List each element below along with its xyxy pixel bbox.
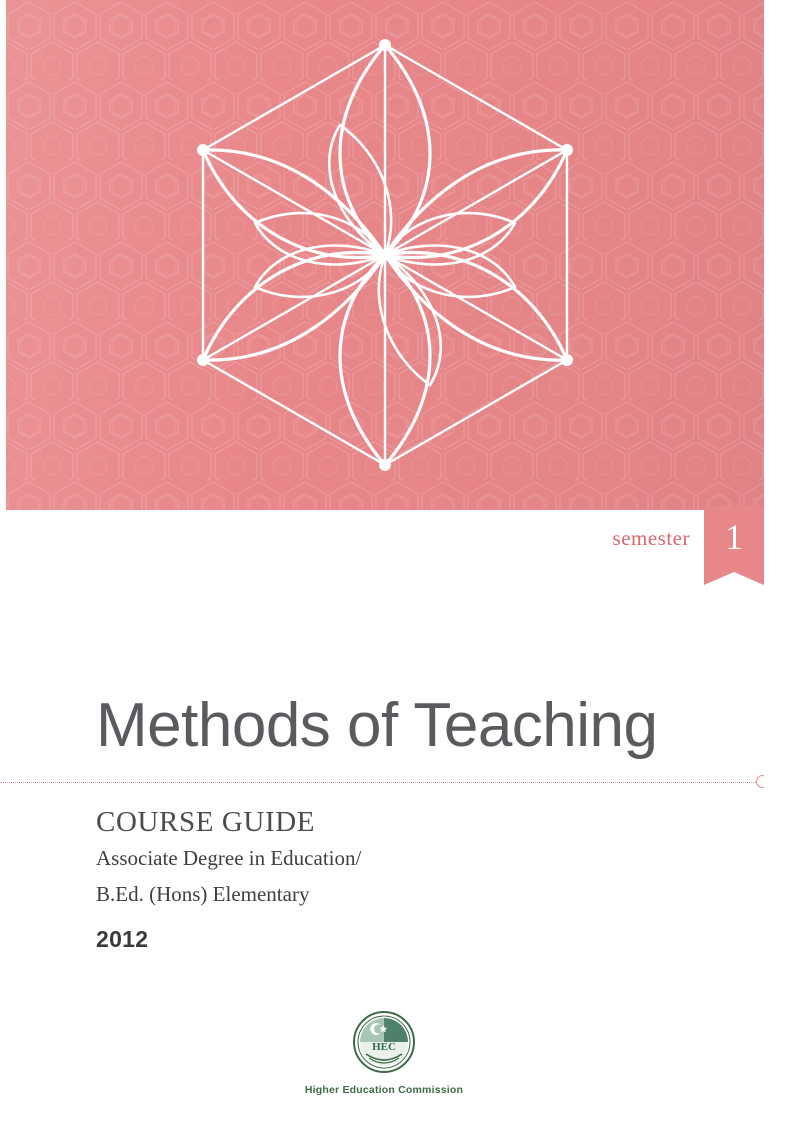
- semester-number: 1: [725, 517, 743, 557]
- publication-year: 2012: [96, 926, 149, 953]
- program-line-2: B.Ed. (Hons) Elementary: [96, 882, 310, 907]
- page-title: Methods of Teaching: [96, 691, 658, 760]
- organization-name: Higher Education Commission: [304, 1084, 464, 1096]
- dotted-divider: [0, 782, 768, 784]
- program-line-1: Associate Degree in Education/: [96, 846, 362, 871]
- cover-banner: [6, 0, 764, 510]
- course-guide-label: COURSE GUIDE: [96, 806, 316, 838]
- hec-logo: [352, 1010, 416, 1074]
- semester-indicator: [613, 506, 764, 572]
- six-pointed-star-knot-emblem: [175, 25, 595, 485]
- semester-label: semester: [612, 526, 690, 550]
- subtitle-block: [96, 806, 656, 953]
- footer: [0, 1010, 768, 1096]
- svg-text:HEC: HEC: [372, 1041, 396, 1053]
- semester-number-badge: [704, 506, 764, 572]
- divider-end-circle-icon: [756, 775, 769, 788]
